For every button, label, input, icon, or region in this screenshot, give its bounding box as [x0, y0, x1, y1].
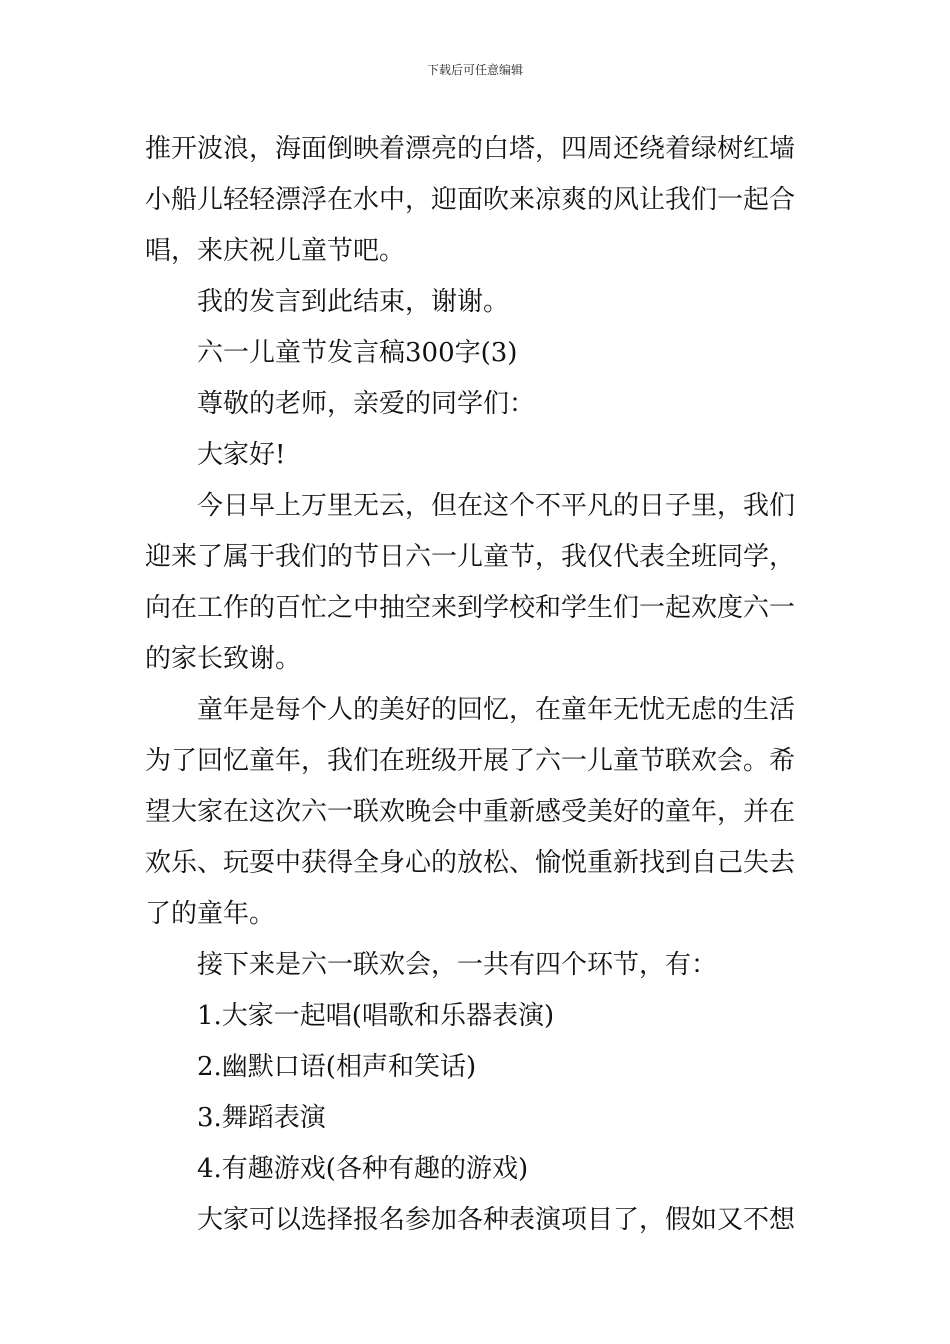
salutation: 尊敬的老师，亲爱的同学们：: [197, 389, 536, 419]
text-line-16: 了的童年。: [145, 899, 276, 929]
document-body: [145, 124, 810, 1246]
list-item-3: 3.舞蹈表演: [197, 1103, 326, 1133]
list-item-2: 2.幽默口语(相声和笑话): [197, 1052, 477, 1082]
text-line-12: 童年是每个人的美好的回忆，在童年无忧无虑的生活: [197, 695, 796, 725]
list-item-4: 4.有趣游戏(各种有趣的游戏): [197, 1154, 529, 1184]
greeting: 大家好!: [197, 440, 286, 470]
text-line-13: 为了回忆童年，我们在班级开展了六一儿童节联欢会。希: [145, 746, 796, 776]
text-line-17: 接下来是六一联欢会，一共有四个环节，有：: [197, 950, 718, 980]
text-line-15: 欢乐、玩耍中获得全身心的放松、愉悦重新找到自己失去: [145, 848, 796, 878]
text-line-22: 大家可以选择报名参加各种表演项目了，假如又不想: [197, 1205, 796, 1235]
page-header: 下载后可任意编辑: [426, 63, 523, 77]
text-line-1: 推开波浪，海面倒映着漂亮的白塔，四周还绕着绿树红墙: [145, 134, 796, 164]
text-line-14: 望大家在这次六一联欢晚会中重新感受美好的童年，并在: [145, 797, 796, 827]
list-item-1: 1.大家一起唱(唱歌和乐器表演): [197, 1001, 555, 1031]
text-line-10: 向在工作的百忙之中抽空来到学校和学生们一起欢度六一: [145, 593, 796, 623]
text-line-8: 今日早上万里无云，但在这个不平凡的日子里，我们: [197, 491, 796, 521]
text-line-4: 我的发言到此结束，谢谢。: [197, 287, 510, 317]
text-line-11: 的家长致谢。: [145, 644, 302, 674]
text-line-3: 唱，来庆祝儿童节吧。: [145, 236, 406, 266]
section-heading: 六一儿童节发言稿300字(3): [197, 338, 518, 368]
text-line-9: 迎来了属于我们的节日六一儿童节，我仅代表全班同学，: [145, 542, 796, 572]
text-line-2: 小船儿轻轻漂浮在水中，迎面吹来凉爽的风让我们一起合: [145, 185, 796, 215]
